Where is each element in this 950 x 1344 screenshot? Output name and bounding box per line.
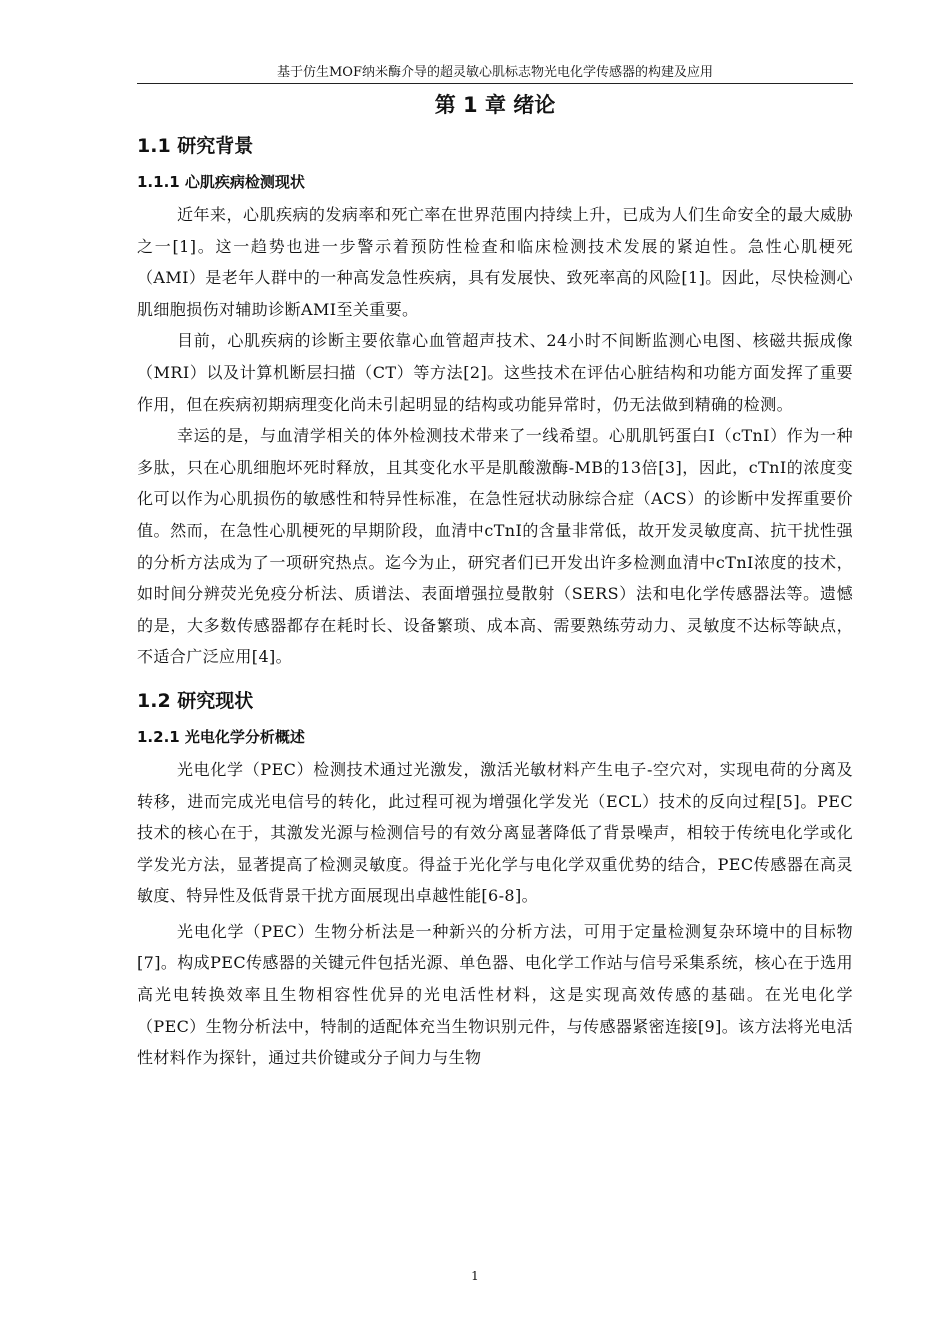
- section-heading-1-2: 1.2 研究现状: [137, 689, 254, 712]
- paragraph: 光电化学（PEC）生物分析法是一种新兴的分析方法，可用于定量检测复杂环境中的目标物[7]。构成PEC传感器的关键元件包括光源、单色器、电化学工作站与信号采集系统，核心在于选用高光电转换效率且生物相容性优异的光电活性材料，这是实现高效传感的基础。在光电化学（PEC）生物分析法中，特制的适配体充当生物识别元件，与传感器紧密连接[9]。该方法将光电活性材料作为探针，通过共价键或分子间力与生物: [137, 921, 853, 1068]
- running-header: 基于仿生MOF纳米酶介导的超灵敏心肌标志物光电化学传感器的构建及应用: [137, 64, 853, 84]
- subsection-heading-1-2-1: 1.2.1 光电化学分析概述: [137, 727, 305, 746]
- paragraph: 幸运的是，与血清学相关的体外检测技术带来了一线希望。心肌肌钙蛋白I（cTnI）作为一种多肽，只在心肌细胞坏死时释放，且其变化水平是肌酸激酶-MB的13倍[3]，因此，cTnI的浓度变化可以作为心肌损伤的敏感性和特异性标准，在急性冠状动脉综合症（ACS）的诊断中发挥重要价值。然而，在急性心肌梗死的早期阶段，血清中cTnI的含量非常低，故开发灵敏度高、抗干扰性强的分析方法成为了一项研究热点。迄今为止，研究者们已开发出许多检测血清中cTnI浓度的技术，如时间分辨荧光免疫分析法、质谱法、表面增强拉曼散射（SERS）法和电化学传感器法等。遗憾的是，大多数传感器都存在耗时长、设备繁琐、成本高、需要熟练劳动力、灵敏度不达标等缺点，不适合广泛应用[4]。: [137, 426, 853, 667]
- paragraph: 目前，心肌疾病的诊断主要依靠心血管超声技术、24小时不间断监测心电图、核磁共振成像（MRI）以及计算机断层扫描（CT）等方法[2]。这些技术在评估心脏结构和功能方面发挥了重要作用，但在疾病初期病理变化尚未引起明显的结构或功能异常时，仍无法做到精确的检测。: [137, 331, 853, 414]
- section-heading-1-1: 1.1 研究背景: [137, 135, 254, 157]
- chapter-title: 第 1 章 绪论: [434, 93, 556, 117]
- subsection-heading-1-1-1: 1.1.1 心肌疾病检测现状: [137, 173, 305, 191]
- paragraph: 光电化学（PEC）检测技术通过光激发，激活光敏材料产生电子-空穴对，实现电荷的分离及转移，进而完成光电信号的转化，此过程可视为增强化学发光（ECL）技术的反向过程[5]。PEC技术的核心在于，其激发光源与检测信号的有效分离显著降低了背景噪声，相较于传统电化学或化学发光方法，显著提高了检测灵敏度。得益于光化学与电化学双重优势的结合，PEC传感器在高灵敏度、特异性及低背景干扰方面展现出卓越性能[6-8]。: [137, 759, 853, 906]
- page-number: 1: [471, 1269, 479, 1283]
- paragraph: 近年来，心肌疾病的发病率和死亡率在世界范围内持续上升，已成为人们生命安全的最大威胁之一[1]。这一趋势也进一步警示着预防性检查和临床检测技术发展的紧迫性。急性心肌梗死（AMI）是老年人群中的一种高发急性疾病，具有发展快、致死率高的风险[1]。因此，尽快检测心肌细胞损伤对辅助诊断AMI至关重要。: [137, 205, 853, 319]
- page-body: [137, 90, 853, 1074]
